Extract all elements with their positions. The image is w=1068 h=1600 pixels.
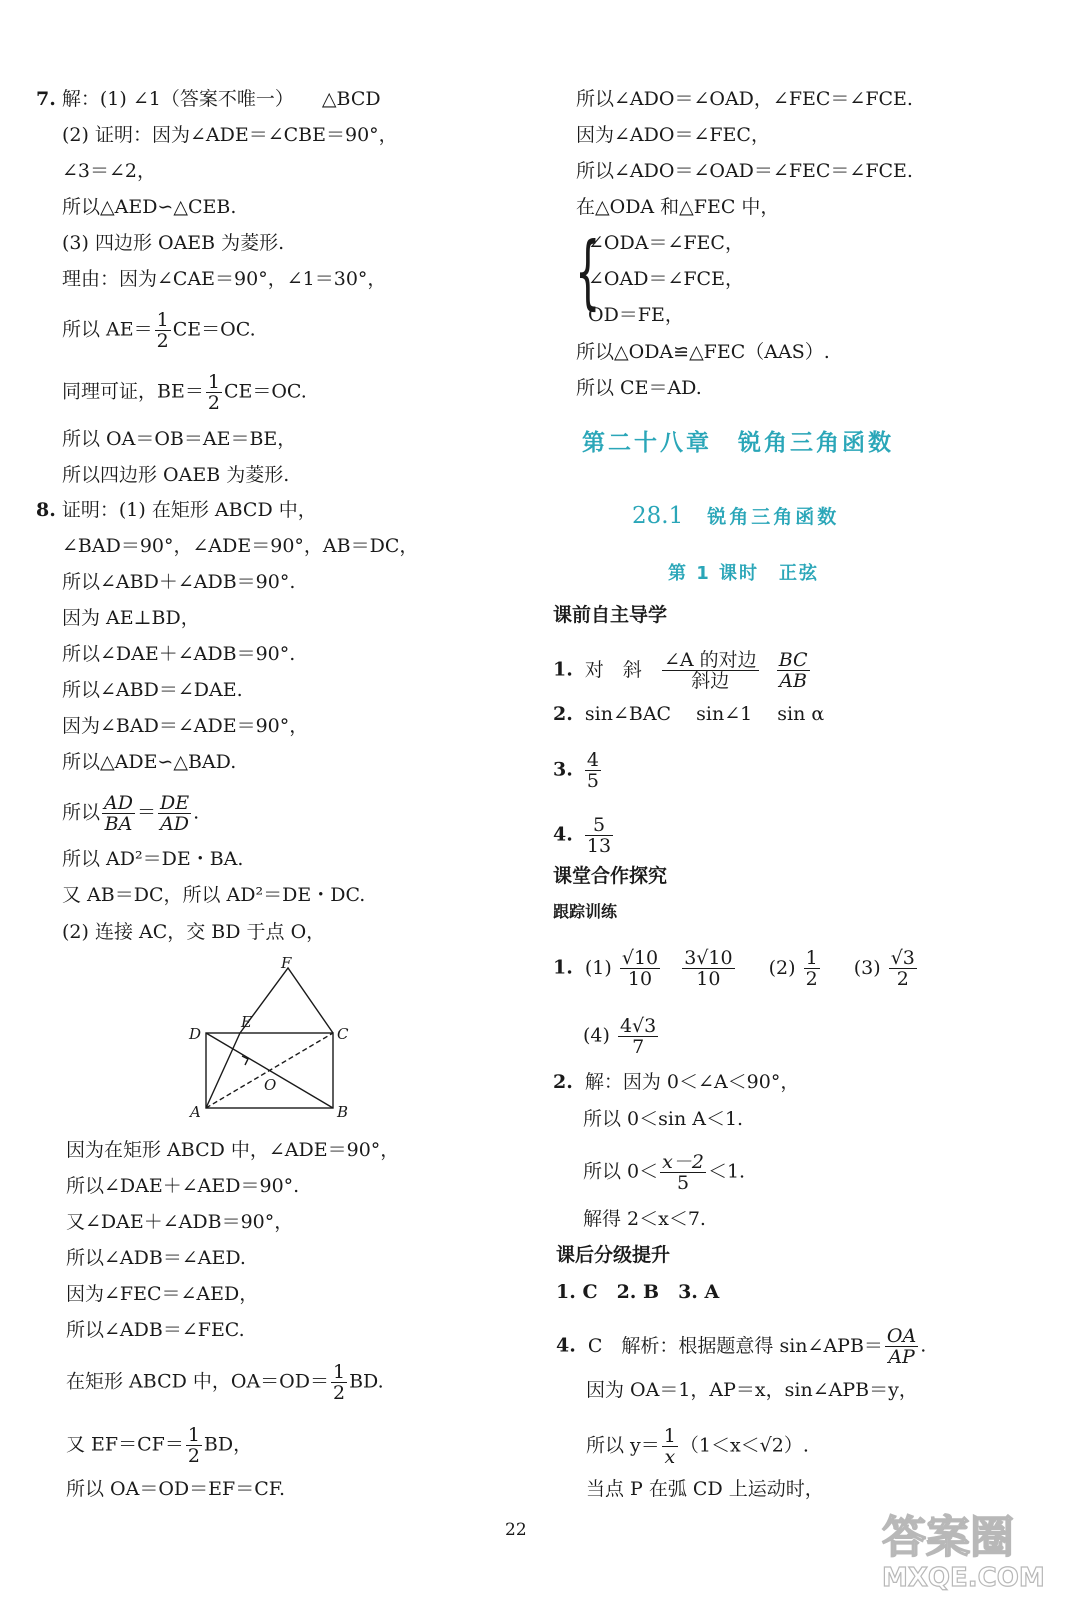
right-line3: 所以∠ADO＝∠OAD＝∠FEC＝∠FCE. bbox=[576, 160, 913, 182]
fraction-numerator: x－2 bbox=[662, 1151, 704, 1173]
rectangle-figure bbox=[185, 955, 355, 1125]
fraction-numerator: ∠A 的对边 bbox=[663, 649, 757, 671]
fraction bbox=[186, 1425, 202, 1466]
q8-line19-a: 在矩形 ABCD 中，OA＝OD＝ bbox=[66, 1370, 329, 1393]
q8-line20-b: BD， bbox=[203, 1433, 253, 1456]
system-brace: { bbox=[575, 225, 601, 318]
q8-line20-a: 又 EF＝CF＝ bbox=[66, 1433, 184, 1456]
q8-line7: 因为∠BAD＝∠ADE＝90°， bbox=[62, 715, 309, 737]
fraction bbox=[585, 815, 613, 856]
part2-q1-4 bbox=[583, 1016, 660, 1057]
part1-title: 课前自主导学 bbox=[553, 604, 668, 626]
fraction-numerator: 1 bbox=[663, 1425, 676, 1447]
part3-line4: 当点 P 在弧 CD 上运动时， bbox=[586, 1478, 824, 1500]
fraction bbox=[885, 1326, 918, 1367]
q7-line8-a: 同理可证，BE＝ bbox=[62, 380, 204, 403]
fraction-numerator: 3√10 bbox=[684, 947, 733, 969]
fraction-denominator: AD bbox=[160, 813, 190, 835]
q8-line17: 因为∠FEC＝∠AED， bbox=[66, 1283, 259, 1305]
fraction-denominator: BA bbox=[104, 813, 133, 835]
watermark-logo bbox=[878, 1502, 1054, 1592]
watermark-bottom: MXQE.COM bbox=[882, 1563, 1045, 1592]
fraction-denominator: AP bbox=[888, 1346, 915, 1368]
part2-q2-line3 bbox=[583, 1152, 745, 1193]
q7-answer1: 解：(1) ∠1（答案不唯一） bbox=[61, 88, 294, 110]
q8-line14: 所以∠DAE＋∠AED＝90°. bbox=[66, 1175, 300, 1197]
label-f: F bbox=[281, 955, 292, 972]
right-line1: 所以∠ADO＝∠OAD，∠FEC＝∠FCE. bbox=[576, 88, 913, 110]
fraction-denominator: 5 bbox=[677, 1172, 690, 1194]
q7-line6: 理由：因为∠CAE＝90°，∠1＝30°， bbox=[62, 268, 387, 290]
fraction bbox=[804, 948, 820, 989]
q8-line18: 所以∠ADB＝∠FEC. bbox=[66, 1319, 245, 1341]
label-a: A bbox=[190, 1103, 201, 1121]
fraction bbox=[618, 1016, 658, 1057]
fraction bbox=[777, 650, 810, 691]
part2-subtitle: 跟踪训练 bbox=[553, 902, 618, 921]
part2-q2-line4: 解得 2＜x＜7. bbox=[583, 1208, 706, 1230]
q7-line7-b: CE＝OC. bbox=[172, 318, 256, 341]
q8-line1-text: 证明：(1) 在矩形 ABCD 中， bbox=[61, 499, 317, 521]
part2-q1 bbox=[553, 948, 919, 989]
watermark-top: 答案圈 bbox=[882, 1512, 1014, 1563]
label-o: O bbox=[264, 1076, 277, 1094]
fraction-numerator: 4√3 bbox=[619, 1015, 657, 1037]
q7-line7-a: 所以 AE＝ bbox=[62, 318, 153, 341]
part3-line3 bbox=[586, 1426, 809, 1467]
fraction-denominator: 2 bbox=[805, 968, 818, 990]
fraction bbox=[660, 1152, 706, 1193]
fraction-numerator: 1 bbox=[187, 1424, 200, 1446]
part1-q2 bbox=[553, 701, 824, 727]
fraction bbox=[682, 948, 734, 989]
q7-line8-b: CE＝OC. bbox=[223, 380, 307, 403]
q8-line6: 所以∠ABD＝∠DAE. bbox=[62, 679, 243, 701]
fraction bbox=[889, 948, 917, 989]
fraction-denominator: 10 bbox=[696, 968, 721, 990]
fraction-denominator: 2 bbox=[896, 968, 909, 990]
q8-line21: 所以 OA＝OD＝EF＝CF. bbox=[66, 1478, 286, 1500]
p1-q1-number: 1. bbox=[553, 658, 573, 681]
fraction-denominator: 2 bbox=[156, 330, 169, 352]
q8-line9 bbox=[62, 793, 199, 834]
label-b: B bbox=[337, 1103, 349, 1121]
fraction-denominator: 2 bbox=[333, 1382, 346, 1404]
fraction-numerator: 4 bbox=[586, 749, 599, 771]
p1-q2-number: 2. bbox=[553, 703, 573, 725]
p3-line3-a: 所以 y＝ bbox=[586, 1434, 660, 1457]
q7-answer1b: △BCD bbox=[321, 88, 381, 110]
p2-q1-p2: (2) bbox=[768, 956, 796, 979]
q8-line11: 又 AB＝DC，所以 AD²＝DE・DC. bbox=[62, 884, 366, 906]
fraction bbox=[331, 1362, 347, 1403]
q8-line19-b: BD. bbox=[349, 1370, 384, 1393]
p2-q2-number: 2. bbox=[553, 1071, 573, 1093]
q7-line9: 所以 OA＝OB＝AE＝BE， bbox=[62, 428, 297, 450]
q7-line3: ∠3＝∠2， bbox=[62, 160, 157, 182]
part2-q2 bbox=[553, 1069, 799, 1095]
p2-q2-line3-a: 所以 0＜ bbox=[583, 1160, 659, 1183]
q7-number: 7. bbox=[36, 88, 56, 110]
q8-line4: 因为 AE⊥BD， bbox=[62, 607, 200, 629]
q8-line10: 所以 AD²＝DE・BA. bbox=[62, 848, 244, 870]
fraction-numerator: √10 bbox=[621, 947, 659, 969]
fraction-denominator: AB bbox=[779, 670, 807, 692]
p2-q1-p1: (1) bbox=[584, 956, 612, 979]
fraction bbox=[158, 793, 191, 834]
q7-line8 bbox=[62, 372, 307, 413]
p1-q4-number: 4. bbox=[553, 823, 573, 846]
q8-line16: 所以∠ADB＝∠AED. bbox=[66, 1247, 246, 1269]
q7-line5: (3) 四边形 OAEB 为菱形. bbox=[62, 232, 285, 254]
q8-line15: 又∠DAE＋∠ADB＝90°， bbox=[66, 1211, 294, 1233]
right-line4: 在△ODA 和△FEC 中， bbox=[576, 196, 780, 218]
q7-line7 bbox=[62, 310, 256, 351]
equals-sign: ＝ bbox=[136, 801, 156, 824]
p1-q2-answer: sin∠BAC sin∠1 sin α bbox=[584, 703, 825, 725]
fraction-numerator: OA bbox=[886, 1325, 917, 1347]
fraction bbox=[102, 793, 135, 834]
fraction-denominator: 2 bbox=[187, 1445, 200, 1467]
part3-line1: 1. C 2. B 3. A bbox=[556, 1281, 720, 1303]
fraction-denominator: 斜边 bbox=[691, 670, 730, 692]
part3-line2: 因为 OA＝1，AP＝x，sin∠APB＝y， bbox=[586, 1379, 918, 1401]
section-number: 28.1 bbox=[632, 503, 684, 529]
p2-q2-line1: 解：因为 0＜∠A＜90°， bbox=[584, 1071, 800, 1093]
q8-line19 bbox=[66, 1362, 384, 1403]
fraction bbox=[620, 948, 660, 989]
system-eq3: OD＝FE， bbox=[588, 304, 684, 326]
fraction bbox=[155, 310, 171, 351]
fraction bbox=[662, 650, 759, 691]
p2-q1-number: 1. bbox=[553, 956, 573, 979]
part3-q4 bbox=[556, 1326, 926, 1367]
fraction bbox=[206, 372, 222, 413]
q8-line5: 所以∠DAE＋∠ADB＝90°. bbox=[62, 643, 296, 665]
lesson-title: 第 1 课时 正弦 bbox=[668, 563, 820, 584]
p1-q1-answer: 对 斜 bbox=[584, 658, 642, 681]
part1-q3 bbox=[553, 750, 603, 791]
page-number: 22 bbox=[505, 1520, 527, 1540]
fraction-denominator: 5 bbox=[586, 770, 599, 792]
fraction bbox=[662, 1426, 678, 1467]
fraction-denominator: 2 bbox=[207, 392, 220, 414]
p2-q1-p3: (3) bbox=[853, 956, 881, 979]
fraction-denominator: 13 bbox=[586, 835, 612, 857]
q8-line8: 所以△ADE∽△BAD. bbox=[62, 751, 237, 773]
segment-ae bbox=[206, 1033, 240, 1108]
fraction-numerator: AD bbox=[104, 792, 133, 814]
q8-line12: (2) 连接 AC，交 BD 于点 O， bbox=[62, 921, 326, 943]
fraction bbox=[585, 750, 601, 791]
fraction-numerator: 1 bbox=[805, 947, 818, 969]
q7-line4: 所以△AED∽△CEB. bbox=[62, 196, 237, 218]
fraction-numerator: 1 bbox=[207, 371, 220, 393]
fraction-denominator: 10 bbox=[627, 968, 653, 990]
q8-line9-a: 所以 bbox=[62, 801, 101, 824]
p3-line3-b: （1＜x＜√2）. bbox=[679, 1434, 809, 1457]
label-e: E bbox=[241, 1013, 252, 1031]
right-line6: 所以 CE＝AD. bbox=[576, 377, 702, 399]
chapter-title: 第二十八章 锐角三角函数 bbox=[582, 430, 894, 456]
fraction-numerator: 1 bbox=[156, 309, 169, 331]
q8-line2: ∠BAD＝90°，∠ADE＝90°，AB＝DC， bbox=[62, 535, 419, 557]
q8-line20 bbox=[66, 1425, 252, 1466]
part2-title: 课堂合作探究 bbox=[553, 865, 668, 887]
triangle-efc bbox=[240, 968, 333, 1033]
q8-number: 8. bbox=[36, 499, 56, 521]
part1-q1 bbox=[553, 650, 812, 691]
p3-q4-number: 4. bbox=[556, 1334, 576, 1357]
q7-line10: 所以四边形 OAEB 为菱形. bbox=[62, 464, 290, 486]
section-title: 锐角三角函数 bbox=[707, 506, 840, 528]
right-line2: 因为∠ADO＝∠FEC， bbox=[576, 124, 770, 146]
fraction-numerator: 1 bbox=[333, 1361, 346, 1383]
fraction-numerator: √3 bbox=[890, 947, 915, 969]
q8-line3: 所以∠ABD＋∠ADB＝90°. bbox=[62, 571, 296, 593]
system-eq1: ∠ODA＝∠FEC， bbox=[588, 232, 744, 254]
fraction-numerator: DE bbox=[160, 792, 190, 814]
p2-q1-p4: (4) bbox=[583, 1024, 610, 1047]
q7-line2: (2) 证明：因为∠ADE＝∠CBE＝90°， bbox=[62, 124, 398, 146]
part2-q2-line2: 所以 0＜sin A＜1. bbox=[583, 1108, 744, 1130]
part1-q4 bbox=[553, 815, 615, 856]
system-eq2: ∠OAD＝∠FCE， bbox=[588, 268, 744, 290]
q8-line1 bbox=[36, 497, 317, 523]
p3-q4-answer: C 解析：根据题意得 sin∠APB＝ bbox=[587, 1334, 883, 1357]
q8-line13: 因为在矩形 ABCD 中，∠ADE＝90°， bbox=[66, 1139, 400, 1161]
p2-q2-line3-b: ＜1. bbox=[707, 1160, 746, 1183]
part3-title: 课后分级提升 bbox=[556, 1244, 671, 1266]
p1-q3-number: 3. bbox=[553, 758, 573, 781]
label-d: D bbox=[189, 1025, 202, 1043]
label-c: C bbox=[337, 1025, 349, 1043]
q7-line1 bbox=[36, 86, 381, 112]
section-heading bbox=[632, 503, 839, 530]
period: . bbox=[193, 801, 200, 824]
fraction-denominator: 7 bbox=[632, 1036, 645, 1058]
fraction-denominator: x bbox=[664, 1446, 676, 1468]
right-line5: 所以△ODA≌△FEC（AAS）. bbox=[576, 341, 830, 363]
fraction-numerator: 5 bbox=[585, 815, 613, 836]
period: . bbox=[920, 1334, 927, 1357]
fraction-numerator: BC bbox=[778, 649, 808, 671]
